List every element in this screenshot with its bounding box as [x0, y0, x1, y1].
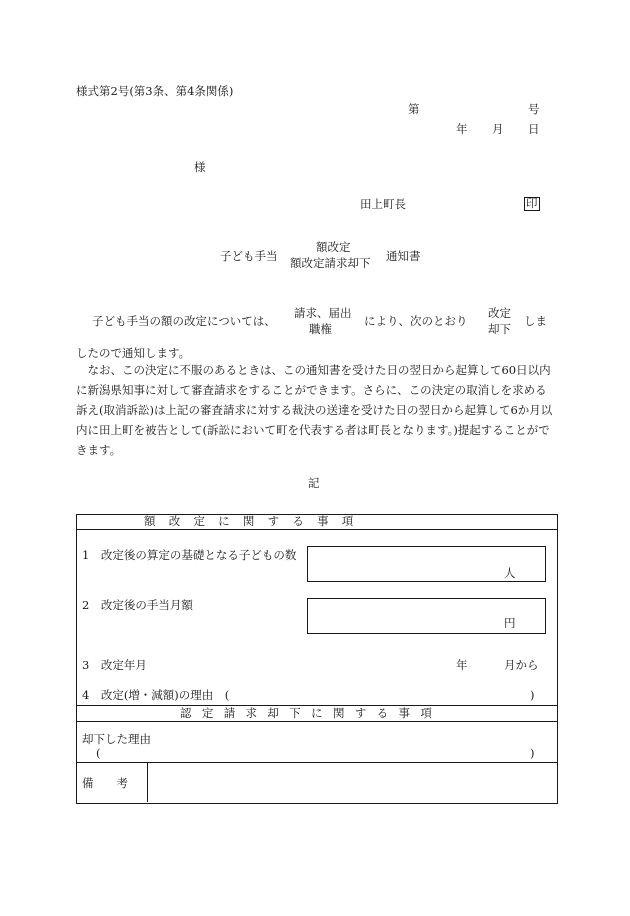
rejection-open-paren: ( [96, 746, 101, 760]
item3-year-label: 年 [456, 658, 468, 672]
item1-unit: 人 [504, 566, 516, 580]
title-left: 子ども手当 [220, 249, 278, 263]
choice-request-notification: 請求、届出 [294, 306, 352, 320]
section-revision-header: 額改定に関する事項 [144, 514, 367, 528]
remarks-divider [76, 762, 557, 763]
rejection-reason-label: 却下した理由 [82, 732, 151, 746]
addressee-honorific: 様 [194, 160, 206, 174]
table-divider [76, 529, 557, 530]
remarks-label: 備 考 [82, 776, 128, 790]
body-line1-end: しま [524, 314, 547, 328]
ki-heading: 記 [308, 476, 320, 490]
body-line1-mid: により、次のとおり [364, 314, 468, 328]
choice-ex-officio: 職権 [309, 322, 332, 336]
date-year-label: 年 [456, 122, 468, 136]
item3-month-label: 月から [504, 658, 539, 672]
item3-label: 3 改定年月 [82, 658, 147, 672]
item1-label: 1 改定後の算定の基礎となる子どもの数 [82, 548, 297, 562]
title-right: 通知書 [386, 249, 421, 263]
rejection-close-paren: ) [530, 746, 535, 760]
issuer-title: 田上町長 [360, 197, 406, 211]
body-line1-start: 子ども手当の額の改定については、 [92, 314, 276, 328]
seal-mark: 印 [526, 196, 538, 210]
item4-close-paren: ) [530, 688, 535, 702]
item2-unit: 円 [504, 616, 516, 630]
item4-label: 4 改定(増・減額)の理由 ( [82, 688, 230, 702]
body-line2: したので通知します。 [76, 346, 191, 360]
section2-divider [76, 721, 557, 722]
appeal-notice-paragraph: なお、この決定に不服のあるときは、この通知書を受けた日の翌日から起算して60日以内に新潟県知事に対して審査請求をすることができます。さらに、この決定の取消しを求める訴え(取消訴訟)は上記の審査請求に対する裁決の送達を受けた日の翌日から起算して6か月以内に田上町を被告として(訴訟において町を代表する者は町長となります。)提起することができます。 [76, 363, 553, 457]
number-prefix: 第 [408, 102, 420, 116]
remarks-column-divider [147, 762, 148, 802]
date-month-label: 月 [492, 122, 504, 136]
form-number-label: 様式第2号(第3条、第4条関係) [76, 84, 234, 98]
choice-reject: 却下 [488, 322, 511, 336]
date-day-label: 日 [528, 122, 540, 136]
item2-label: 2 改定後の手当月額 [82, 598, 193, 612]
number-suffix: 号 [528, 102, 540, 116]
choice-revise: 改定 [488, 306, 511, 320]
title-option-rejection: 額改定請求却下 [290, 256, 371, 270]
section-rejection-header: 認定請求却下に関する事項 [180, 706, 443, 720]
title-option-revision: 額改定 [316, 240, 351, 254]
